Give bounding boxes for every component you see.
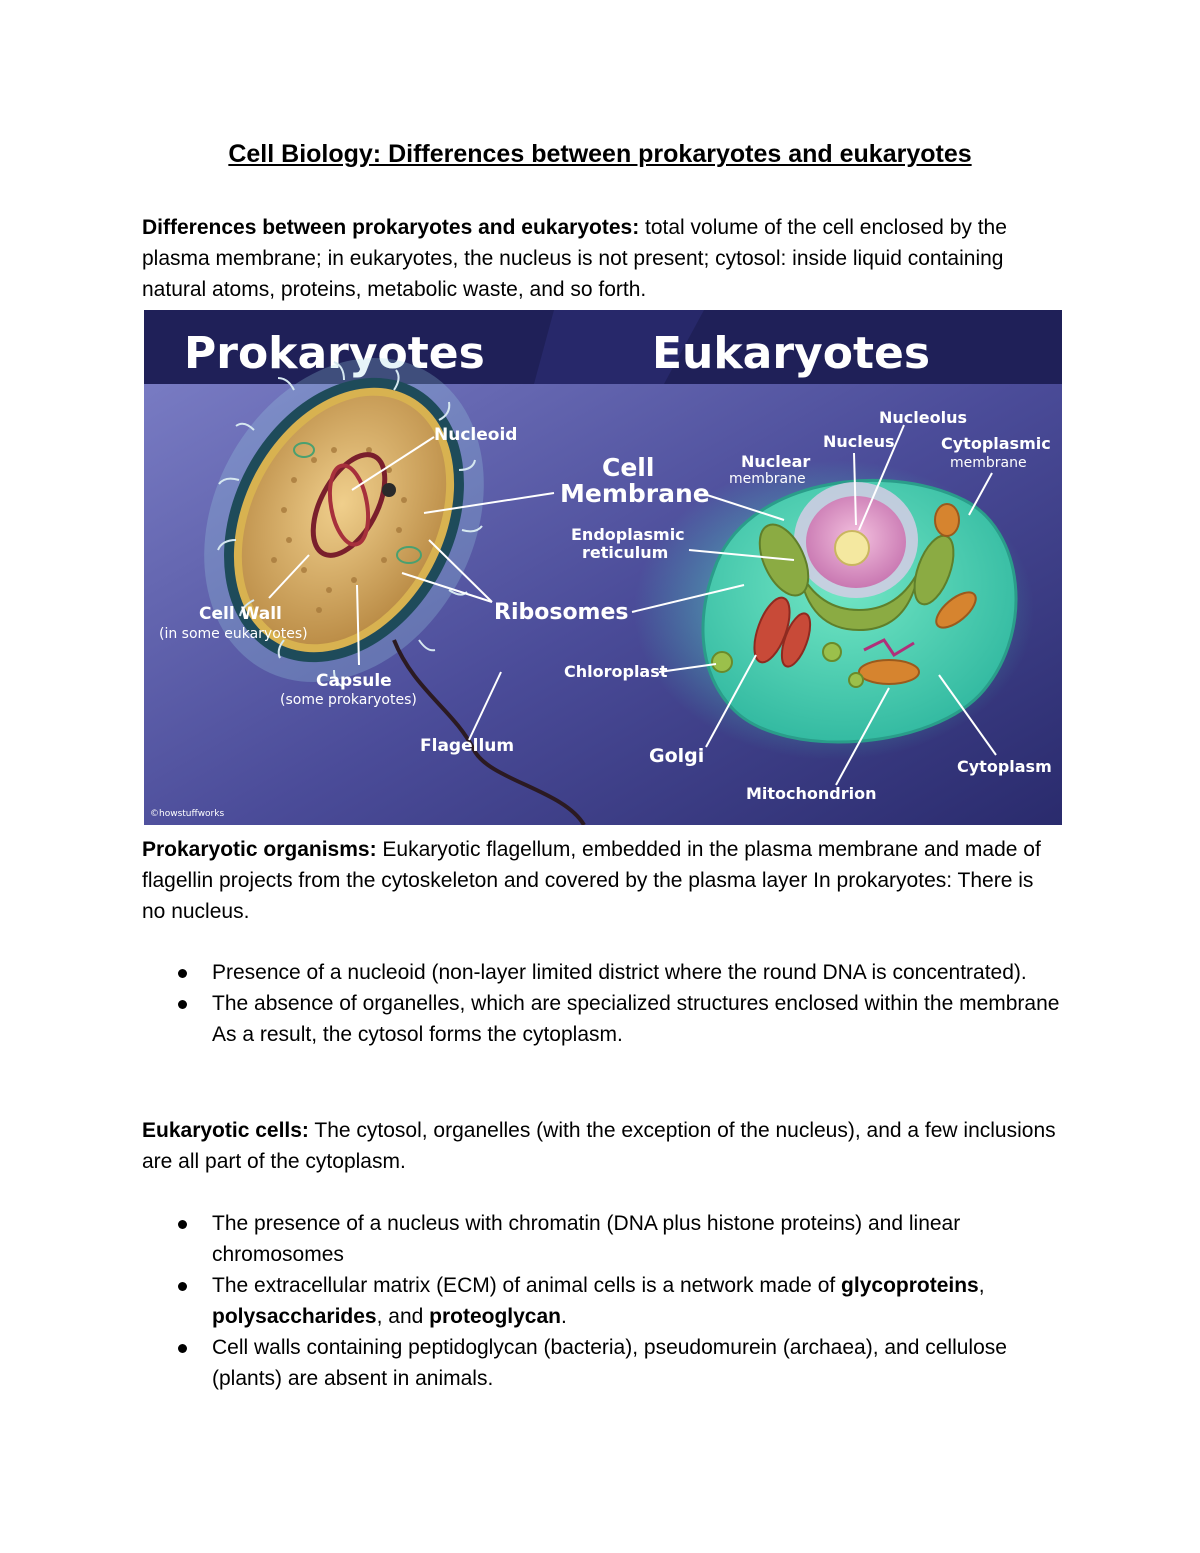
- intro-label: Differences between prokaryotes and eukaryotes:: [142, 216, 640, 239]
- bullet-text: Presence of a nucleoid (non-layer limited district where the round DNA is concentrated).: [212, 961, 1027, 984]
- bullet-dot: [178, 969, 187, 978]
- bullet-text: The presence of a nucleus with chromatin (DNA plus histone proteins) and linear chromosomes: [212, 1212, 961, 1266]
- prokaryotic-bullet-list: [142, 957, 1062, 1050]
- term-glycoproteins: glycoproteins: [841, 1274, 979, 1297]
- bullet-text-segment: The extracellular matrix (ECM) of animal cells is a network made of: [212, 1274, 842, 1297]
- bullet-text-segment: ,: [978, 1274, 985, 1297]
- label-capsule-note: (some prokaryotes): [280, 692, 417, 708]
- label-endoplasmic-line1: Endoplasmic: [571, 525, 685, 544]
- label-cytoplasmic-membrane-line2: membrane: [950, 455, 1027, 471]
- label-cell-membrane-line1: Cell: [602, 453, 655, 482]
- figure-watermark: ©howstuffworks: [150, 809, 225, 819]
- bullet-text: Cell walls containing peptidoglycan (bacteria), pseudomurein (archaea), and cellulose (plants) are absent in animals.: [212, 1336, 1007, 1390]
- term-proteoglycan: proteoglycan: [429, 1305, 561, 1328]
- label-flagellum: Flagellum: [420, 736, 515, 756]
- prokaryotic-text: Eukaryotic flagellum, embedded in the plasma membrane and made of flagellin projects from the cytoskeleton and covered by the plasma layer In prokaryotes: There is no nucleus.: [142, 838, 1041, 923]
- label-ribosomes: Ribosomes: [494, 600, 629, 625]
- intro-text: total volume of the cell enclosed by the plasma membrane; in eukaryotes, the nucleus is not present; cytosol: inside liquid containing natural atoms, proteins, metabolic waste, and so forth.: [142, 216, 1007, 301]
- label-mitochondrion: Mitochondrion: [746, 784, 877, 803]
- label-nuclear-membrane-line1: Nuclear: [741, 452, 811, 471]
- bullet-text: The absence of organelles, which are specialized structures enclosed within the membrane As a result, the cytosol forms the cytoplasm.: [212, 992, 1060, 1046]
- label-nucleus: Nucleus: [823, 432, 895, 451]
- eukaryotic-bullet-list: [142, 1208, 1062, 1394]
- bullet-text-segment: , and: [376, 1305, 430, 1328]
- label-chloroplast: Chloroplast: [564, 662, 668, 681]
- bullet-dot: [178, 1000, 187, 1009]
- label-endoplasmic-line2: reticulum: [582, 543, 669, 562]
- eukaryotic-paragraph: [142, 1115, 1062, 1177]
- label-cell-membrane-line2: Membrane: [560, 479, 710, 508]
- term-polysaccharides: polysaccharides: [212, 1305, 377, 1328]
- list-item: [142, 1270, 1062, 1332]
- list-item: [142, 1208, 1062, 1270]
- prokaryotes-heading: Prokaryotes: [184, 328, 485, 379]
- bullet-dot: [178, 1220, 187, 1229]
- list-item: [142, 988, 1062, 1050]
- prokaryotic-paragraph: [142, 834, 1062, 927]
- label-cytoplasm: Cytoplasm: [957, 757, 1052, 776]
- label-golgi: Golgi: [649, 745, 705, 767]
- label-capsule: Capsule: [316, 671, 392, 691]
- bullet-dot: [178, 1344, 187, 1353]
- bullet-dot: [178, 1282, 187, 1291]
- intro-paragraph: [142, 212, 1062, 305]
- eukaryotic-text: The cytosol, organelles (with the exception of the nucleus), and a few inclusions are all part of the cytoplasm.: [142, 1119, 1056, 1173]
- list-item: [142, 1332, 1062, 1394]
- bullet-text-segment: .: [561, 1305, 567, 1328]
- cell-comparison-figure: [144, 310, 1062, 825]
- list-item: [142, 957, 1062, 988]
- label-cell-wall: Cell Wall: [199, 604, 282, 624]
- page-title: Cell Biology: Differences between prokaryotes and eukaryotes: [228, 140, 972, 168]
- bullet-text: [212, 1274, 985, 1328]
- label-nuclear-membrane-line2: membrane: [729, 471, 806, 487]
- label-nucleolus: Nucleolus: [879, 408, 967, 427]
- label-cytoplasmic-membrane-line1: Cytoplasmic: [941, 434, 1051, 453]
- eukaryotic-label: Eukaryotic cells:: [142, 1119, 309, 1142]
- cell-diagram: [144, 310, 1062, 825]
- label-nucleoid: Nucleoid: [434, 425, 518, 445]
- eukaryotes-heading: Eukaryotes: [652, 328, 931, 379]
- label-cell-wall-note: (in some eukaryotes): [159, 626, 308, 642]
- prokaryotic-label: Prokaryotic organisms:: [142, 838, 377, 861]
